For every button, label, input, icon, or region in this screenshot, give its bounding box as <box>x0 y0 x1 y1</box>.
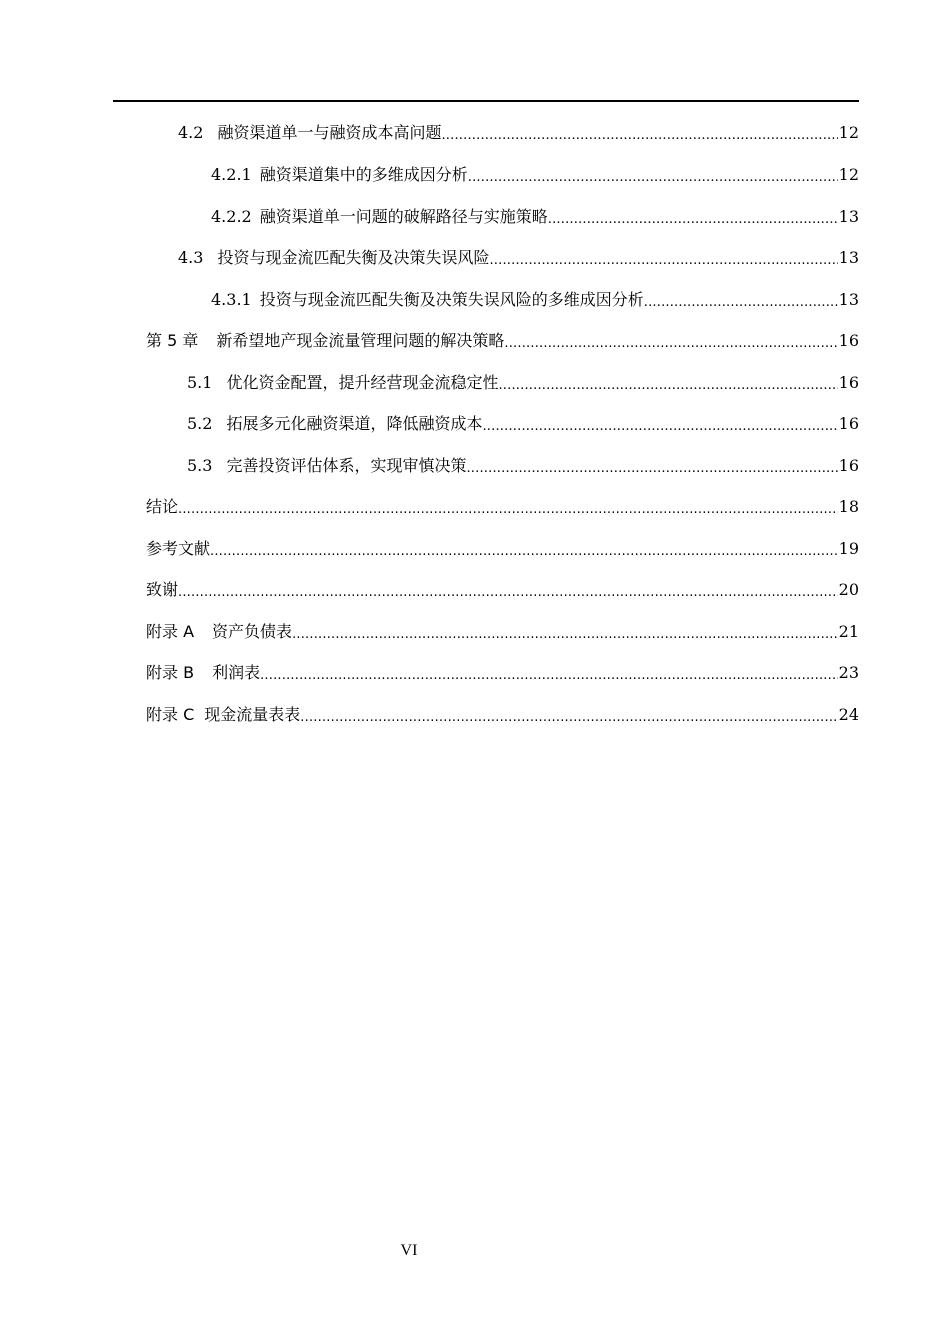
toc-entry-number: 5.2 <box>187 414 213 433</box>
toc-entry-title: 融资渠道单一与融资成本高问题 <box>217 123 442 142</box>
toc-entry-title: 利润表 <box>212 663 261 682</box>
toc-entry-4-3-1[interactable] <box>211 287 859 311</box>
toc-entry-page: 23 <box>838 663 859 682</box>
toc-entry-number: 附录 C <box>146 705 195 724</box>
toc-entry-page: 13 <box>838 290 859 309</box>
toc-entry-acknowledgements[interactable] <box>146 577 859 601</box>
toc-entry-page: 16 <box>838 373 859 392</box>
toc-entry-4-3[interactable] <box>178 245 859 269</box>
toc-entry-title: 投资与现金流匹配失衡及决策失误风险 <box>217 248 490 267</box>
toc-entry-page: 12 <box>838 165 859 184</box>
toc-entry-title: 资产负债表 <box>212 622 293 641</box>
toc-entry-page: 18 <box>838 497 859 516</box>
toc-entry-title: 现金流量表表 <box>204 705 301 724</box>
toc-dot-leader <box>482 413 837 435</box>
toc-entry-number: 4.2.2 <box>211 207 252 226</box>
toc-entry-title: 融资渠道单一问题的破解路径与实施策略 <box>259 207 548 226</box>
toc-entry-references[interactable] <box>146 536 859 560</box>
toc-entry-number: 附录 B <box>146 663 195 682</box>
toc-entry-title: 结论 <box>146 497 179 516</box>
toc-dot-leader <box>441 122 837 144</box>
toc-dot-leader <box>489 247 837 269</box>
toc-entry-4-2-2[interactable] <box>211 204 859 228</box>
toc-dot-leader <box>178 496 838 518</box>
toc-entry-page: 16 <box>838 414 859 433</box>
toc-entry-page: 20 <box>838 580 859 599</box>
toc-entry-title: 参考文献 <box>146 539 211 558</box>
toc-entry-chapter-5[interactable] <box>146 328 859 352</box>
toc-entry-page: 16 <box>838 456 859 475</box>
toc-entry-5-3[interactable] <box>187 453 859 477</box>
toc-dot-leader <box>300 704 837 726</box>
toc-dot-leader <box>548 206 838 228</box>
toc-entry-number: 4.3 <box>178 248 204 267</box>
toc-entry-appendix-a[interactable] <box>146 619 859 643</box>
toc-entry-conclusion[interactable] <box>146 494 859 518</box>
toc-entry-appendix-b[interactable] <box>146 660 859 684</box>
toc-dot-leader <box>504 330 837 352</box>
toc-entry-page: 13 <box>838 248 859 267</box>
toc-entry-number: 4.2.1 <box>211 165 252 184</box>
toc-dot-leader <box>498 372 837 394</box>
toc-entry-number: 4.3.1 <box>211 290 252 309</box>
toc-entry-5-2[interactable] <box>187 411 859 435</box>
toc-dot-leader <box>466 455 837 477</box>
toc-entry-number: 5.1 <box>187 373 213 392</box>
toc-entry-title: 优化资金配置，提升经营现金流稳定性 <box>226 373 499 392</box>
toc-entry-title: 致谢 <box>146 580 179 599</box>
toc-entry-page: 19 <box>838 539 859 558</box>
page-number: VI <box>400 1242 418 1259</box>
toc-dot-leader <box>210 538 838 560</box>
toc-entry-page: 12 <box>838 123 859 142</box>
toc-entry-number: 4.2 <box>178 123 204 142</box>
toc-entry-title: 拓展多元化融资渠道，降低融资成本 <box>226 414 483 433</box>
toc-dot-leader <box>468 164 838 186</box>
toc-entry-number: 5.3 <box>187 456 213 475</box>
toc-entry-number: 附录 A <box>146 622 195 641</box>
toc-dot-leader <box>178 579 838 601</box>
toc-entry-page: 16 <box>838 331 859 350</box>
toc-entry-title: 完善投资评估体系，实现审慎决策 <box>226 456 467 475</box>
toc-entry-page: 24 <box>838 705 859 724</box>
toc-entry-number: 第 5 章 <box>146 331 199 350</box>
toc-dot-leader <box>292 621 838 643</box>
toc-entry-4-2-1[interactable] <box>211 162 859 186</box>
toc-entry-title: 投资与现金流匹配失衡及决策失误风险的多维成因分析 <box>259 290 644 309</box>
toc-entry-title: 新希望地产现金流量管理问题的解决策略 <box>216 331 505 350</box>
toc-entry-4-2[interactable] <box>178 120 859 144</box>
toc-dot-leader <box>644 289 838 311</box>
toc-dot-leader <box>260 662 838 684</box>
toc-entry-title: 融资渠道集中的多维成因分析 <box>259 165 468 184</box>
toc-entry-5-1[interactable] <box>187 370 859 394</box>
toc-entry-page: 21 <box>838 622 859 641</box>
toc-entry-appendix-c[interactable] <box>146 702 859 726</box>
toc-entry-page: 13 <box>838 207 859 226</box>
